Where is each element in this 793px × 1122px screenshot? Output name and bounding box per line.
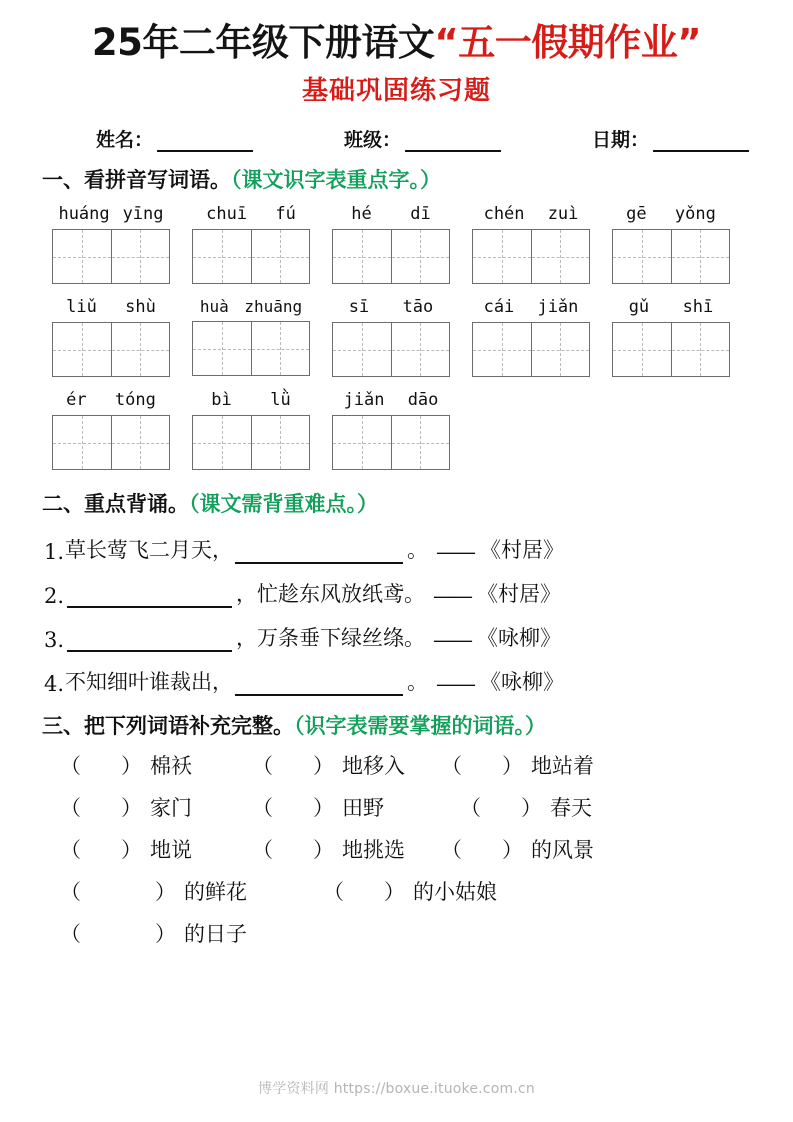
word-parenthesis[interactable]	[252, 834, 334, 864]
word-item[interactable]	[252, 750, 405, 780]
title-block	[0, 0, 793, 107]
page-subtitle: 基础巩固练习题	[301, 76, 491, 107]
word-parenthesis[interactable]	[60, 834, 142, 864]
title-red-part: “五一假期作业”	[434, 21, 702, 64]
recite-number: 4.	[44, 672, 65, 697]
section-two-heading	[42, 488, 793, 518]
recite-before-text: 草长莺飞二月天，	[65, 538, 234, 563]
recite-before-text: 不知细叶谁裁出，	[65, 670, 234, 695]
class-blank[interactable]	[405, 135, 501, 152]
class-label: 班级：	[344, 129, 402, 152]
pinyin-item	[192, 204, 310, 284]
section-two-title: 二、重点背诵。	[42, 492, 189, 517]
word-item[interactable]	[60, 792, 192, 822]
tianzi-cell[interactable]	[53, 416, 111, 469]
pinyin-item	[332, 390, 450, 470]
word-item[interactable]	[60, 834, 192, 864]
tianzi-cell[interactable]	[111, 230, 170, 283]
pinyin-item	[332, 297, 450, 377]
tianzi-cell[interactable]	[53, 230, 111, 283]
complete-words-section	[0, 750, 793, 948]
name-label: 姓名：	[96, 129, 154, 152]
tianzi-grid[interactable]	[192, 229, 310, 284]
words-row	[60, 834, 757, 864]
pinyin-syllable: yīng	[122, 204, 164, 225]
pinyin-text	[52, 390, 170, 410]
word-item[interactable]	[252, 792, 384, 822]
tianzi-cell[interactable]	[333, 323, 391, 376]
word-label: 的风景	[531, 838, 594, 863]
recite-dash: ——	[436, 540, 475, 565]
pinyin-text	[612, 204, 730, 224]
close-paren: ）	[313, 754, 334, 779]
tianzi-cell[interactable]	[333, 230, 391, 283]
open-paren: （	[60, 922, 81, 947]
recite-source: 《咏柳》	[477, 626, 562, 651]
open-paren: （	[460, 796, 481, 821]
word-parenthesis[interactable]	[60, 792, 142, 822]
section-three-title: 三、把下列词语补充完整。	[42, 714, 294, 739]
words-row	[60, 792, 757, 822]
word-label: 地移入	[342, 754, 405, 779]
tianzi-cell[interactable]	[193, 230, 251, 283]
open-paren: （	[60, 754, 81, 779]
pinyin-text	[192, 297, 310, 316]
open-paren: （	[252, 796, 273, 821]
recite-source: 《村居》	[477, 582, 562, 607]
tianzi-cell[interactable]	[391, 416, 450, 469]
pinyin-text	[472, 204, 590, 224]
tianzi-cell[interactable]	[473, 323, 531, 376]
recite-after-text: ，忙趁东风放纸鸢。	[236, 582, 426, 607]
tianzi-grid[interactable]	[52, 322, 170, 377]
word-label: 家门	[150, 796, 192, 821]
pinyin-text	[52, 297, 170, 317]
title-black-part: 25年二年级下册语文	[91, 21, 435, 64]
tianzi-cell[interactable]	[53, 323, 111, 376]
pinyin-syllable: tāo	[402, 297, 434, 318]
pinyin-syllable: lǜ	[270, 390, 291, 411]
pinyin-syllable: zhuāng	[244, 297, 303, 317]
close-paren: ）	[502, 838, 523, 863]
pinyin-syllable: ér	[66, 390, 87, 411]
pinyin-writing-section	[0, 204, 793, 470]
word-label: 田野	[342, 796, 384, 821]
tianzi-cell[interactable]	[613, 323, 671, 376]
recite-line	[44, 666, 757, 696]
word-item[interactable]	[460, 792, 592, 822]
recite-after-text: 。	[407, 538, 429, 563]
recite-number: 2.	[44, 584, 65, 609]
recite-blank[interactable]	[235, 677, 403, 696]
pinyin-text	[192, 204, 310, 224]
word-label: 地说	[150, 838, 192, 863]
recite-blank[interactable]	[235, 545, 403, 564]
tianzi-grid[interactable]	[472, 229, 590, 284]
pinyin-syllable: gǔ	[628, 297, 650, 318]
tianzi-grid[interactable]	[52, 415, 170, 470]
word-item[interactable]	[60, 876, 247, 906]
word-label: 地站着	[531, 754, 594, 779]
word-label: 春天	[550, 796, 592, 821]
word-parenthesis[interactable]	[60, 876, 176, 906]
words-row	[60, 750, 757, 780]
tianzi-cell[interactable]	[613, 230, 671, 283]
close-paren: ）	[384, 880, 405, 905]
recite-line	[44, 622, 757, 652]
pinyin-item	[52, 204, 170, 284]
close-paren: ）	[521, 796, 542, 821]
tianzi-cell[interactable]	[333, 416, 391, 469]
tianzi-grid[interactable]	[472, 322, 590, 377]
pinyin-item	[472, 204, 590, 284]
recite-line	[44, 534, 757, 564]
word-item[interactable]	[252, 834, 405, 864]
pinyin-item	[52, 297, 170, 377]
pinyin-syllable: bì	[211, 390, 232, 411]
tianzi-cell[interactable]	[111, 416, 170, 469]
tianzi-cell[interactable]	[193, 416, 251, 469]
pinyin-item	[192, 297, 310, 377]
open-paren: （	[252, 838, 273, 863]
tianzi-grid[interactable]	[612, 322, 730, 377]
recite-after-text: ，万条垂下绿丝绦。	[236, 626, 426, 651]
recitation-section	[0, 534, 793, 696]
pinyin-text	[52, 204, 170, 224]
word-parenthesis[interactable]	[441, 750, 523, 780]
close-paren: ）	[155, 880, 176, 905]
tianzi-grid[interactable]	[192, 321, 310, 376]
pinyin-syllable: tóng	[114, 390, 156, 411]
word-label: 的小姑娘	[413, 880, 497, 905]
pinyin-item	[612, 297, 730, 377]
pinyin-text	[472, 297, 590, 317]
word-parenthesis[interactable]	[441, 834, 523, 864]
pinyin-syllable: jiǎn	[537, 297, 579, 318]
pinyin-syllable: huáng	[58, 204, 110, 225]
recite-number: 1.	[44, 540, 65, 565]
pinyin-syllable: fú	[275, 204, 296, 225]
recite-dash: ——	[433, 628, 472, 653]
pinyin-syllable: yǒng	[674, 204, 716, 225]
pinyin-item	[472, 297, 590, 377]
word-item[interactable]	[441, 834, 594, 864]
word-parenthesis[interactable]	[323, 876, 405, 906]
recite-dash: ——	[436, 672, 475, 697]
word-parenthesis[interactable]	[460, 792, 542, 822]
pinyin-syllable: dāo	[407, 390, 439, 411]
word-label: 地挑选	[342, 838, 405, 863]
pinyin-syllable: jiǎn	[343, 390, 385, 411]
pinyin-syllable: zuì	[547, 204, 579, 225]
name-field[interactable]	[96, 125, 253, 152]
tianzi-grid[interactable]	[192, 415, 310, 470]
pinyin-syllable: dī	[410, 204, 431, 225]
word-item[interactable]	[441, 750, 594, 780]
tianzi-cell[interactable]	[391, 230, 450, 283]
tianzi-cell[interactable]	[111, 323, 170, 376]
tianzi-cell[interactable]	[473, 230, 531, 283]
open-paren: （	[252, 754, 273, 779]
pinyin-item	[332, 204, 450, 284]
pinyin-text	[332, 204, 450, 224]
pinyin-syllable: cái	[483, 297, 515, 318]
recite-number: 3.	[44, 628, 65, 653]
tianzi-cell[interactable]	[531, 323, 590, 376]
date-label: 日期：	[592, 129, 650, 152]
close-paren: ）	[121, 838, 142, 863]
footer-watermark: 博学资料网 https://boxue.ituoke.com.cn	[258, 1081, 535, 1097]
tianzi-cell[interactable]	[251, 230, 310, 283]
recite-source: 《咏柳》	[480, 670, 565, 695]
date-blank[interactable]	[653, 135, 749, 152]
tianzi-cell[interactable]	[193, 322, 251, 375]
tianzi-grid[interactable]	[332, 229, 450, 284]
tianzi-cell[interactable]	[671, 323, 730, 376]
close-paren: ）	[121, 754, 142, 779]
word-parenthesis[interactable]	[60, 750, 142, 780]
pinyin-syllable: chén	[483, 204, 525, 225]
recite-after-text: 。	[407, 670, 429, 695]
open-paren: （	[323, 880, 344, 905]
pinyin-text	[332, 297, 450, 317]
close-paren: ）	[313, 796, 334, 821]
pinyin-syllable: hé	[351, 204, 372, 225]
close-paren: ）	[502, 754, 523, 779]
name-blank[interactable]	[157, 135, 253, 152]
pinyin-syllable: shù	[125, 297, 156, 318]
tianzi-cell[interactable]	[671, 230, 730, 283]
word-label: 棉袄	[150, 754, 192, 779]
pinyin-item	[192, 390, 310, 470]
recite-source: 《村居》	[480, 538, 565, 563]
open-paren: （	[60, 796, 81, 821]
open-paren: （	[441, 838, 462, 863]
recite-dash: ——	[433, 584, 472, 609]
tianzi-grid[interactable]	[332, 322, 450, 377]
pinyin-syllable: shī	[682, 297, 714, 318]
words-row	[60, 876, 757, 906]
pinyin-syllable: sī	[348, 297, 370, 318]
tianzi-cell[interactable]	[251, 322, 310, 375]
recite-line	[44, 578, 757, 608]
words-row	[60, 918, 757, 948]
tianzi-cell[interactable]	[391, 323, 450, 376]
word-item[interactable]	[323, 876, 497, 906]
class-field[interactable]	[344, 125, 501, 152]
pinyin-syllable: huà	[199, 297, 229, 317]
section-three-note: （识字表需要掌握的词语。）	[294, 714, 546, 739]
open-paren: （	[441, 754, 462, 779]
pinyin-syllable: liǔ	[66, 297, 97, 318]
close-paren: ）	[155, 922, 176, 947]
tianzi-grid[interactable]	[332, 415, 450, 470]
section-one-title: 一、看拼音写词语。	[42, 168, 231, 193]
tianzi-cell[interactable]	[251, 416, 310, 469]
pinyin-item	[612, 204, 730, 284]
word-parenthesis[interactable]	[60, 918, 176, 948]
tianzi-grid[interactable]	[612, 229, 730, 284]
close-paren: ）	[313, 838, 334, 863]
date-field[interactable]	[592, 125, 749, 152]
section-one-heading	[42, 164, 793, 194]
recite-blank[interactable]	[67, 633, 232, 652]
open-paren: （	[60, 880, 81, 905]
tianzi-cell[interactable]	[531, 230, 590, 283]
pinyin-row	[52, 297, 753, 377]
pinyin-text	[612, 297, 730, 317]
page-title	[0, 20, 793, 66]
close-paren: ）	[121, 796, 142, 821]
tianzi-grid[interactable]	[52, 229, 170, 284]
pinyin-row	[52, 204, 753, 284]
recite-blank[interactable]	[67, 589, 232, 608]
pinyin-item	[52, 390, 170, 470]
pinyin-syllable: chuī	[206, 204, 248, 225]
open-paren: （	[60, 838, 81, 863]
pinyin-text	[332, 390, 450, 410]
word-label: 的鲜花	[184, 880, 247, 905]
section-three-heading	[42, 710, 793, 740]
word-item[interactable]	[60, 918, 247, 948]
word-label: 的日子	[184, 922, 247, 947]
word-parenthesis[interactable]	[252, 750, 334, 780]
pinyin-syllable: gē	[626, 204, 647, 225]
word-parenthesis[interactable]	[252, 792, 334, 822]
section-one-note: （课文识字表重点字。）	[231, 168, 441, 193]
word-item[interactable]	[60, 750, 192, 780]
pinyin-row	[52, 390, 753, 470]
section-two-note: （课文需背重难点。）	[189, 492, 378, 517]
student-info-row	[0, 125, 793, 152]
pinyin-text	[192, 390, 310, 410]
